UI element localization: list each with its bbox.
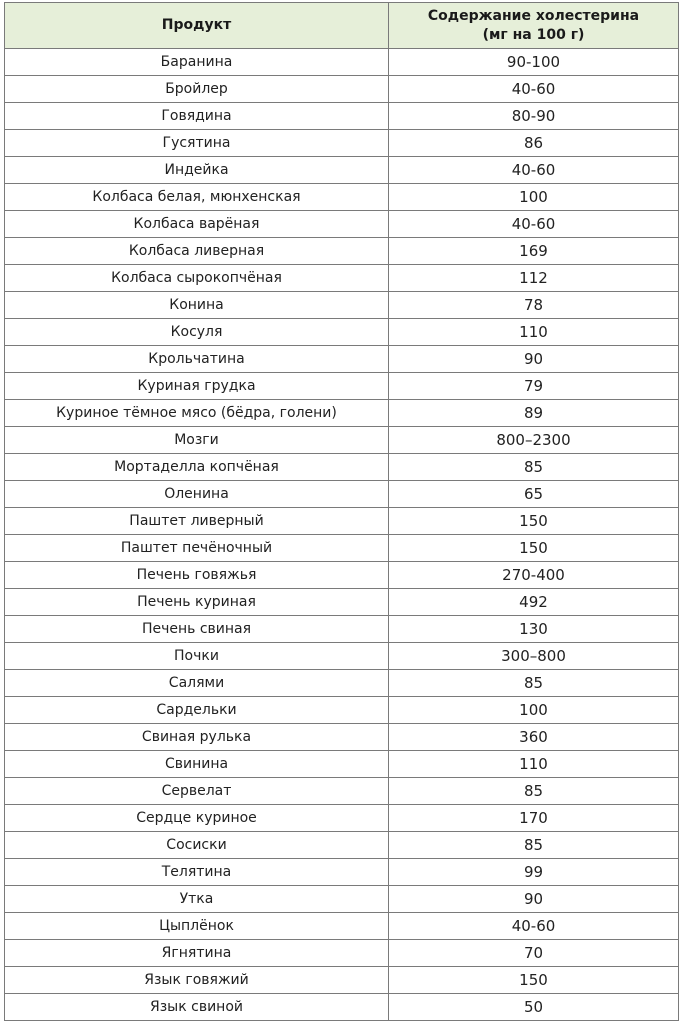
header-cholesterol	[389, 3, 679, 49]
cholesterol-value-cell: 130	[389, 616, 679, 643]
table-row	[5, 751, 679, 778]
cholesterol-value-cell: 70	[389, 940, 679, 967]
product-cell: Сердце куриное	[5, 805, 389, 832]
cholesterol-value-cell: 150	[389, 967, 679, 994]
cholesterol-value-cell: 79	[389, 373, 679, 400]
product-cell: Печень свиная	[5, 616, 389, 643]
product-cell: Паштет ливерный	[5, 508, 389, 535]
product-cell: Говядина	[5, 103, 389, 130]
product-cell: Утка	[5, 886, 389, 913]
table-row	[5, 616, 679, 643]
product-cell: Гусятина	[5, 130, 389, 157]
cholesterol-value-cell: 40-60	[389, 157, 679, 184]
cholesterol-value-cell: 99	[389, 859, 679, 886]
table-row	[5, 292, 679, 319]
cholesterol-value-cell: 40-60	[389, 211, 679, 238]
table-row	[5, 373, 679, 400]
table-row	[5, 562, 679, 589]
product-cell: Баранина	[5, 49, 389, 76]
cholesterol-value-cell: 40-60	[389, 76, 679, 103]
table-row	[5, 103, 679, 130]
table-row	[5, 454, 679, 481]
product-cell: Сервелат	[5, 778, 389, 805]
table-row	[5, 319, 679, 346]
cholesterol-value-cell: 90	[389, 886, 679, 913]
cholesterol-value-cell: 112	[389, 265, 679, 292]
cholesterol-value-cell: 150	[389, 535, 679, 562]
table-row	[5, 886, 679, 913]
table-row	[5, 832, 679, 859]
product-cell: Колбаса ливерная	[5, 238, 389, 265]
cholesterol-value-cell: 65	[389, 481, 679, 508]
cholesterol-value-cell: 85	[389, 832, 679, 859]
cholesterol-value-cell: 90-100	[389, 49, 679, 76]
cholesterol-value-cell: 100	[389, 697, 679, 724]
table-row	[5, 805, 679, 832]
product-cell: Телятина	[5, 859, 389, 886]
product-cell: Ягнятина	[5, 940, 389, 967]
header-cholesterol-line1: Содержание холестерина	[427, 7, 640, 24]
table-header	[5, 3, 679, 49]
product-cell: Свиная рулька	[5, 724, 389, 751]
table-row	[5, 967, 679, 994]
table-row	[5, 697, 679, 724]
cholesterol-value-cell: 169	[389, 238, 679, 265]
cholesterol-value-cell: 89	[389, 400, 679, 427]
header-product: Продукт	[5, 3, 389, 49]
product-cell: Печень куриная	[5, 589, 389, 616]
table-row	[5, 724, 679, 751]
product-cell: Куриная грудка	[5, 373, 389, 400]
product-cell: Колбаса белая, мюнхенская	[5, 184, 389, 211]
product-cell: Сосиски	[5, 832, 389, 859]
table-row	[5, 427, 679, 454]
product-cell: Почки	[5, 643, 389, 670]
table-body	[5, 49, 679, 1021]
cholesterol-value-cell: 110	[389, 751, 679, 778]
table-row	[5, 535, 679, 562]
product-cell: Оленина	[5, 481, 389, 508]
table-row	[5, 859, 679, 886]
cholesterol-value-cell: 85	[389, 670, 679, 697]
product-cell: Мортаделла копчёная	[5, 454, 389, 481]
product-cell: Крольчатина	[5, 346, 389, 373]
cholesterol-value-cell: 85	[389, 454, 679, 481]
product-cell: Язык свиной	[5, 994, 389, 1021]
product-cell: Салями	[5, 670, 389, 697]
table-row	[5, 400, 679, 427]
product-cell: Куриное тёмное мясо (бёдра, голени)	[5, 400, 389, 427]
header-row	[5, 3, 679, 49]
product-cell: Колбаса сырокопчёная	[5, 265, 389, 292]
table-row	[5, 940, 679, 967]
table-row	[5, 778, 679, 805]
cholesterol-value-cell: 80-90	[389, 103, 679, 130]
table-row	[5, 346, 679, 373]
table-row	[5, 508, 679, 535]
product-cell: Бройлер	[5, 76, 389, 103]
table-row	[5, 481, 679, 508]
product-cell: Язык говяжий	[5, 967, 389, 994]
product-cell: Печень говяжья	[5, 562, 389, 589]
product-cell: Индейка	[5, 157, 389, 184]
product-cell: Колбаса варёная	[5, 211, 389, 238]
table-row	[5, 184, 679, 211]
product-cell: Конина	[5, 292, 389, 319]
cholesterol-value-cell: 50	[389, 994, 679, 1021]
table-row	[5, 211, 679, 238]
cholesterol-value-cell: 150	[389, 508, 679, 535]
table-wrapper	[4, 2, 679, 1021]
product-cell: Сардельки	[5, 697, 389, 724]
cholesterol-value-cell: 110	[389, 319, 679, 346]
table-row	[5, 130, 679, 157]
table-row	[5, 913, 679, 940]
table-row	[5, 157, 679, 184]
product-cell: Паштет печёночный	[5, 535, 389, 562]
table-row	[5, 589, 679, 616]
table-row	[5, 238, 679, 265]
cholesterol-value-cell: 40-60	[389, 913, 679, 940]
table-row	[5, 670, 679, 697]
cholesterol-value-cell: 86	[389, 130, 679, 157]
product-cell: Косуля	[5, 319, 389, 346]
product-cell: Цыплёнок	[5, 913, 389, 940]
product-cell: Свинина	[5, 751, 389, 778]
cholesterol-value-cell: 85	[389, 778, 679, 805]
header-cholesterol-line2: (мг на 100 г)	[482, 26, 585, 43]
cholesterol-value-cell: 90	[389, 346, 679, 373]
cholesterol-value-cell: 492	[389, 589, 679, 616]
cholesterol-value-cell: 270-400	[389, 562, 679, 589]
product-cell: Мозги	[5, 427, 389, 454]
cholesterol-value-cell: 78	[389, 292, 679, 319]
cholesterol-value-cell: 800–2300	[389, 427, 679, 454]
cholesterol-value-cell: 170	[389, 805, 679, 832]
table-row	[5, 643, 679, 670]
table-row	[5, 265, 679, 292]
cholesterol-value-cell: 100	[389, 184, 679, 211]
table-row	[5, 994, 679, 1021]
table-row	[5, 76, 679, 103]
cholesterol-table	[4, 2, 679, 1021]
table-row	[5, 49, 679, 76]
cholesterol-value-cell: 360	[389, 724, 679, 751]
cholesterol-value-cell: 300–800	[389, 643, 679, 670]
